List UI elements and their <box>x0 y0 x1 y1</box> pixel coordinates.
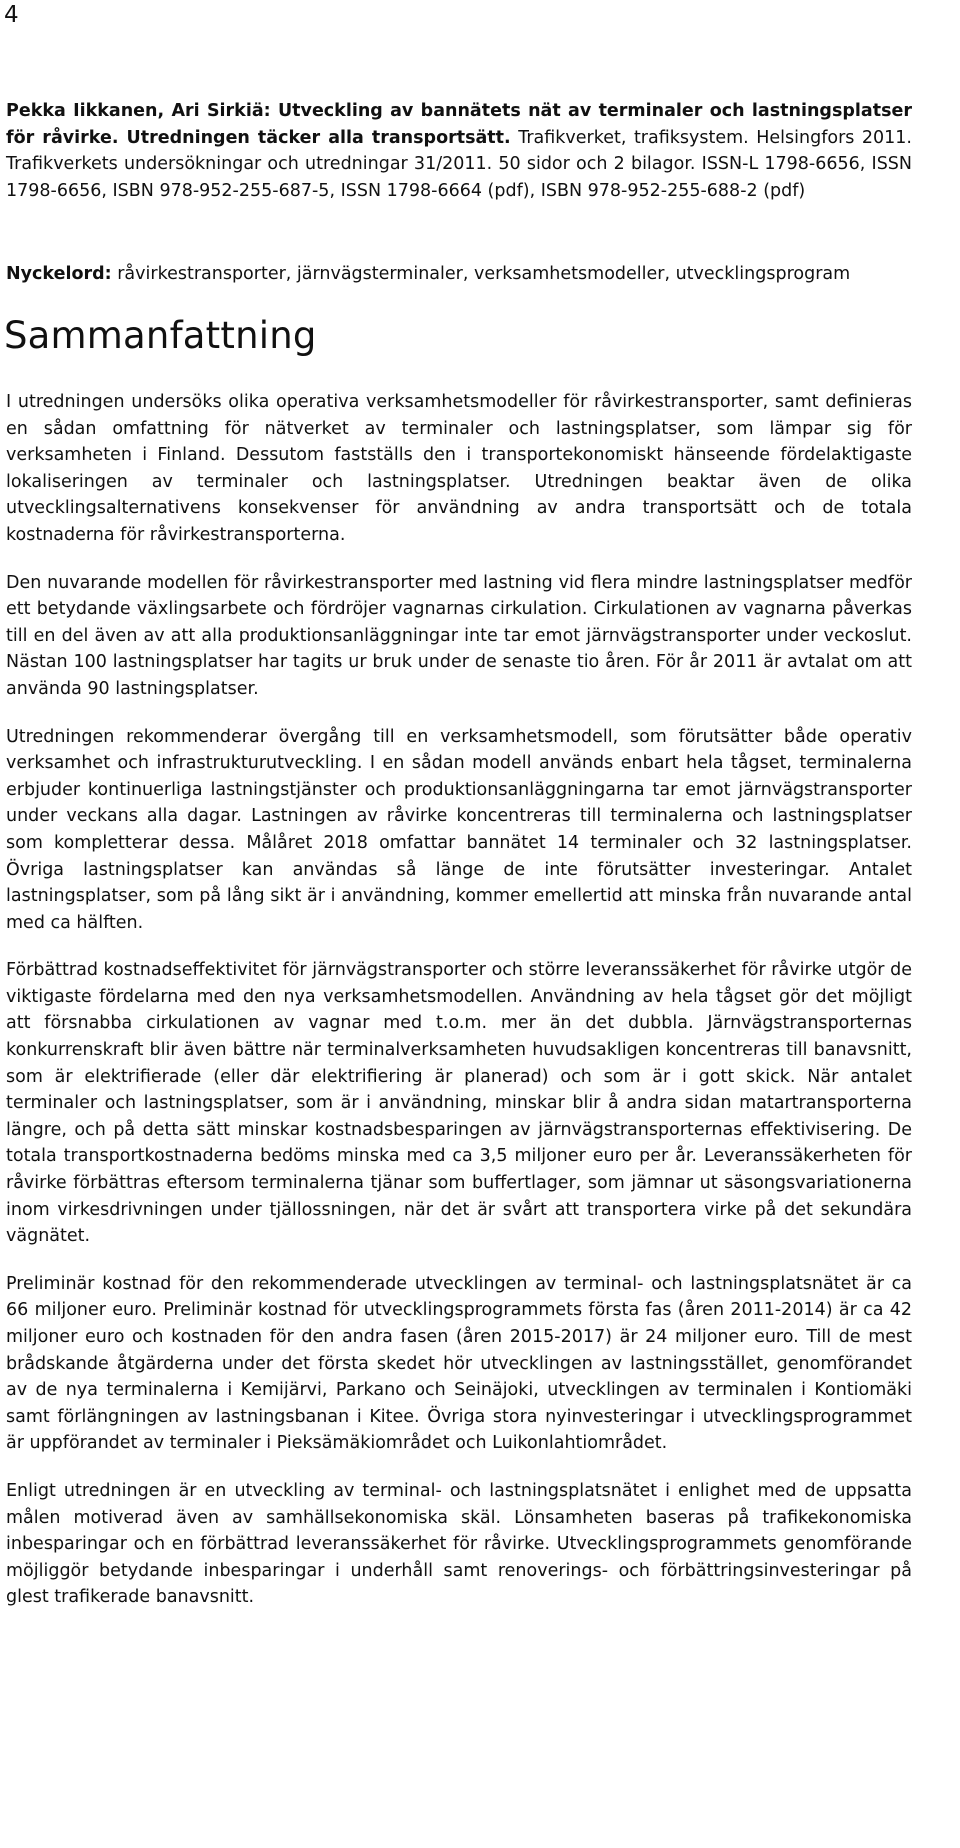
bibliographic-reference <box>6 98 912 204</box>
summary-paragraph: Utredningen rekommenderar övergång till en verksamhetsmodell, som förutsätter både operativ verksamhet och infrastrukturutveckling. I en sådan modell används enbart hela tågset, terminalerna erbjuder kontinuerliga lastningstjänster och produktionsanläggningarna tar emot järnvägstransporter under veckans alla dagar. Lastningen av råvirke koncentreras till terminalerna och lastningsplatser som kompletterar dessa. Målåret 2018 omfattar bannätet 14 terminaler och 32 lastningsplatser. Övriga lastningsplatser kan användas så länge de inte förutsätter investeringar. Antalet lastningsplatser, som på lång sikt är i användning, kommer emellertid att minska från nuvarande antal med ca hälften. <box>6 726 912 933</box>
page-number: 4 <box>4 2 19 28</box>
summary-paragraph: I utredningen undersöks olika operativa verksamhetsmodeller för råvirkestransporter, samt definieras en sådan omfattning för nätverket av terminaler och lastningsplatser, som lämpar sig för verksamheten i Finland. Dessutom fastställs den i transportekonomiskt hänseende fördelaktigaste lokaliseringen av terminaler och lastningsplatser. Utredningen beaktar även de olika utvecklingsalternativens konsekvenser för användning av andra transportsätt och de totala kostnaderna för råvirkestransporterna. <box>6 392 912 545</box>
summary-body <box>6 389 912 1632</box>
summary-paragraph: Preliminär kostnad för den rekommenderade utvecklingen av terminal- och lastningsplatsnätet är ca 66 miljoner euro. Preliminär kostnad för utvecklingsprogrammets första fas (åren 2011-2014) är ca 42 miljoner euro och kostnaden för den andra fasen (åren 2015-2017) är 24 miljoner euro. Till de mest brådskande åtgärderna under det första skedet hör utvecklingen av lastningsstället, genomförandet av de nya terminalerna i Kemijärvi, Parkano och Seinäjoki, utvecklingen av terminalen i Kontiomäki samt förlängningen av lastningsbanan i Kitee. Övriga stora nyinvesteringar i utvecklingsprogrammet är uppförandet av terminaler i Pieksämäkiområdet och Luikonlahtiområdet. <box>6 1273 912 1454</box>
keywords-line <box>6 261 912 288</box>
summary-paragraph: Förbättrad kostnadseffektivitet för järnvägstransporter och större leveranssäkerhet för råvirke utgör de viktigaste fördelarna med den nya verksamhetsmodellen. Användning av hela tågset gör det möjligt att försnabba cirkulationen av vagnar med t.o.m. mer än det dubbla. Järnvägstransporternas konkurrenskraft blir även bättre när terminalverksamheten huvudsakligen koncentreras till banavsnitt, som är elektrifierade (eller där elektrifiering är planerad) och som är i gott skick. När antalet terminaler och lastningsplatser, som är i användning, minskar blir å andra sidan matartransporterna längre, och på detta sätt minskar kostnadsbesparingen av järnvägstransporternas effektivisering. De totala transportkostnaderna bedöms minska med ca 3,5 miljoner euro per år. Leveranssäkerheten för råvirke förbättras eftersom terminalerna tjänar som buffertlager, som jämnar ut säsongsvariationerna inom virkesdrivningen under tjällossningen, när det är svårt att transportera virke på det sekundära vägnätet. <box>6 960 912 1247</box>
section-heading: Sammanfattning <box>4 314 317 357</box>
keywords-text: råvirkestransporter, järnvägsterminaler, verksamhetsmodeller, utvecklingsprogram <box>117 264 851 284</box>
summary-paragraph: Enligt utredningen är en utveckling av terminal- och lastningsplatsnätet i enlighet med de uppsatta målen motiverad även av samhällsekonomiska skäl. Lönsamheten baseras på trafikekonomiska inbesparingar och en förbättrad leveranssäkerhet för råvirke. Utvecklingsprogrammets genomförande möjliggör betydande inbesparingar i underhåll samt renoverings- och förbättringsinvesteringar på glest trafikerade banavsnitt. <box>6 1480 912 1608</box>
summary-paragraph: Den nuvarande modellen för råvirkestransporter med lastning vid flera mindre lastningsplatser medför ett betydande växlingsarbete och fördröjer vagnarnas cirkulation. Cirkulationen av vagnarna påverkas till en del även av att alla produktionsanläggningar inte tar emot järnvägstransporter under veckoslut. Nästan 100 lastningsplatser har tagits ur bruk under de senaste tio åren. För år 2011 är avtalat om att använda 90 lastningsplatser. <box>6 572 912 699</box>
reference-details: Trafikverket, trafiksystem. Helsingfors 2011. Trafikverkets undersökningar och utredningar 31/2011. 50 sidor och 2 bilagor. ISSN-L 1798-6656, ISSN 1798-6656, ISBN 978-952-255-687-5, ISSN 1798-6664 (pdf), ISBN 978-952-255-688-2 (pdf) <box>6 127 912 201</box>
reference-authors-title: Pekka Iikkanen, Ari Sirkiä: Utveckling av bannätets nät av terminaler och lastningsplatser för råvirke. Utredningen täcker alla transportsätt. <box>6 101 912 148</box>
keywords-label: Nyckelord: <box>6 264 112 284</box>
